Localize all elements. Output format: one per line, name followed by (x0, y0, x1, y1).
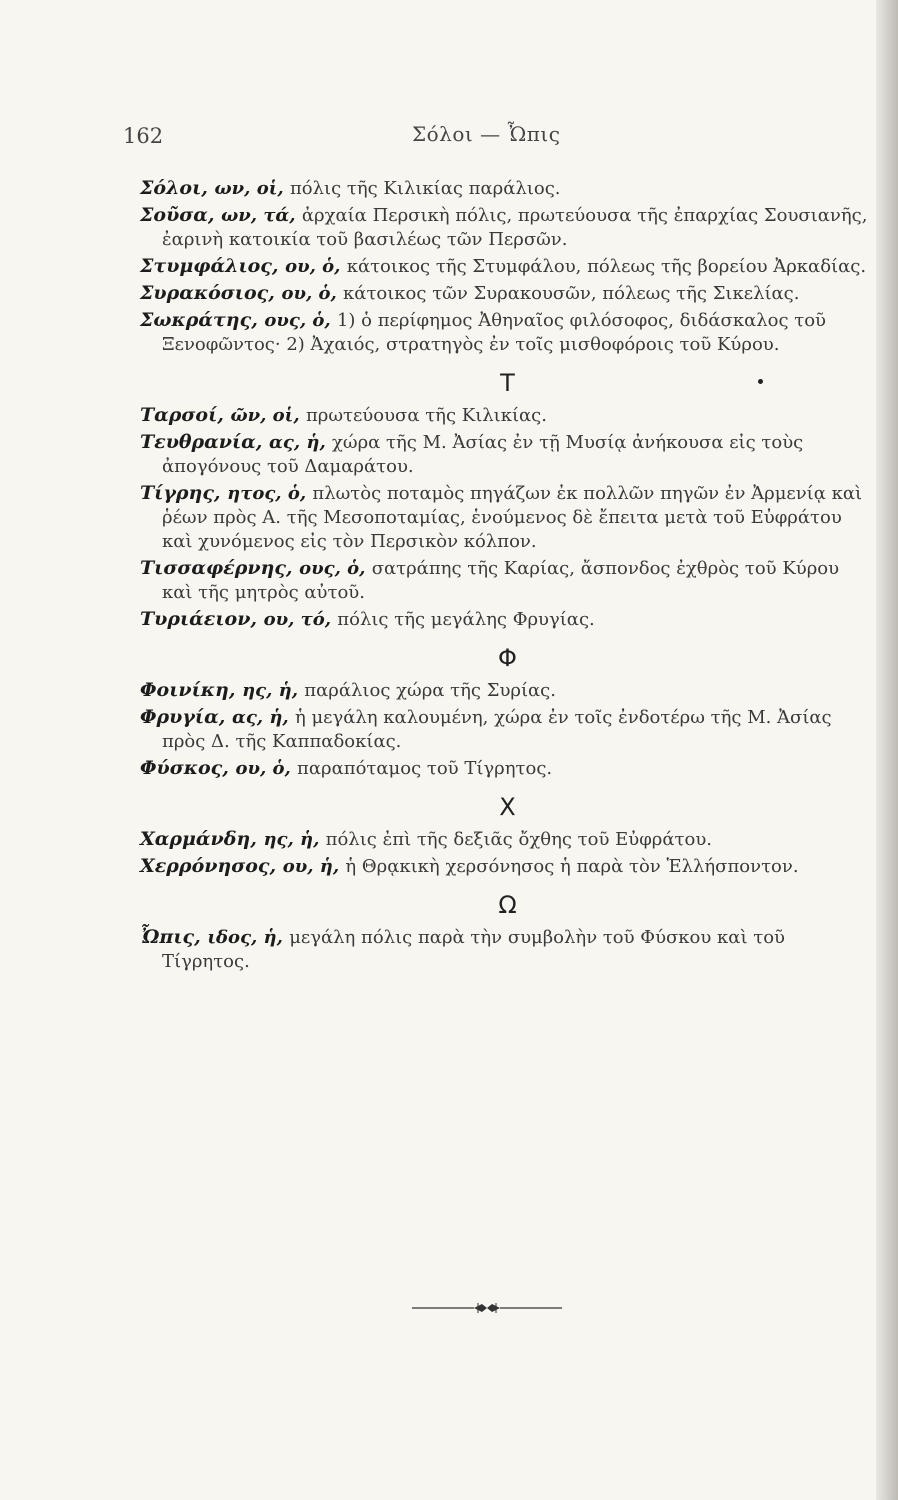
entry-grammar: ους, ὁ, (299, 558, 372, 579)
dictionary-entry (140, 481, 875, 554)
entry-definition: σατράπης τῆς Καρίας, ἄσπονδος ἐχθρὸς τοῦ Κύρου καὶ τῆς μητρὸς αὐτοῦ. (162, 558, 840, 603)
entry-headword: Τευθρανία, (140, 431, 270, 453)
stray-dot (758, 379, 763, 384)
dictionary-entry (140, 308, 875, 357)
running-head: Σόλοι — Ὦπις (412, 122, 561, 146)
entry-definition: πόλις τῆς μεγάλης Φρυγίας. (337, 609, 595, 630)
dictionary-entry (140, 827, 875, 852)
dictionary-entry (140, 678, 875, 703)
dictionary-entry (140, 925, 875, 974)
dictionary-entry (140, 556, 875, 605)
dictionary-entry (140, 705, 875, 754)
section-letter: Ω (498, 891, 517, 919)
entry-definition: χώρα τῆς Μ. Ἀσίας ἐν τῇ Μυσίᾳ ἀνήκουσα εἰς τοὺς ἀπογόνους τοῦ Δαμαράτου. (162, 432, 804, 477)
entry-headword: Φοινίκη, (140, 679, 243, 701)
entry-headword: Τίγρης, (140, 482, 228, 504)
dictionary-column (140, 176, 875, 976)
section-letter: Τ (140, 371, 875, 395)
entry-headword: Χαρμάνδη, (140, 828, 264, 850)
entry-grammar: ας, ἡ, (231, 707, 295, 728)
entry-definition: παραπόταμος τοῦ Τίγρητος. (297, 758, 553, 779)
entry-definition: μεγάλη πόλις παρὰ τὴν συμβολὴν τοῦ Φύσκου καὶ τοῦ Τίγρητος. (162, 927, 785, 972)
entry-grammar: ητος, ὁ, (227, 483, 313, 504)
entry-headword: Συρακόσιος, (140, 282, 282, 304)
entry-definition: ἀρχαία Περσικὴ πόλις, πρωτεύουσα τῆς ἐπαρχίας Σουσιανῆς, ἐαρινὴ κατοικία τοῦ βασιλέως τῶν Περσῶν. (162, 205, 868, 250)
entry-grammar: ου, ὁ, (235, 758, 298, 779)
entry-grammar: ου, ἡ, (282, 856, 346, 877)
entry-definition: πλωτὸς ποταμὸς πηγάζων ἐκ πολλῶν πηγῶν ἐν Ἀρμενίᾳ καὶ ῥέων πρὸς Α. τῆς Μεσοποταμίας, ἑνούμενος δὲ ἔπειτα μετὰ τοῦ Εὐφράτου καὶ χυνόμενος εἰς τὸν Περσικὸν κόλπον. (162, 483, 863, 552)
entry-definition: ἡ μεγάλη καλουμένη, χώρα ἐν τοῖς ἐνδοτέρω τῆς Μ. Ἀσίας πρὸς Δ. τῆς Καππαδοκίας. (162, 707, 832, 752)
entry-grammar: ου, ὁ, (285, 256, 347, 277)
entry-grammar: ου, ὁ, (281, 283, 344, 304)
entry-grammar: ης, ἡ, (263, 829, 326, 850)
entry-headword: Χερρόνησος, (140, 855, 283, 877)
entry-definition: πόλις τῆς Κιλικίας παράλιος. (289, 178, 561, 199)
dictionary-entry (140, 854, 875, 879)
entry-definition: πρωτεύουσα τῆς Κιλικίας. (305, 405, 547, 426)
section-letter: Φ (498, 644, 517, 672)
dictionary-entry (140, 254, 875, 279)
entry-grammar: ου, τό, (263, 609, 338, 630)
entry-grammar: ης, ἡ, (242, 680, 305, 701)
entry-headword: Τισσαφέρνης, (140, 557, 300, 579)
entry-headword: Φρυγία, (140, 706, 232, 728)
entry-definition: κάτοικος τῶν Συρακουσῶν, πόλεως τῆς Σικελίας. (343, 283, 800, 304)
entry-headword: Στυμφάλιος, (140, 255, 286, 277)
page-number: 162 (123, 124, 164, 148)
entry-headword: Ταρσοί, (140, 404, 231, 426)
dictionary-entry (140, 756, 875, 781)
dictionary-entry (140, 430, 875, 479)
entry-definition: παράλιος χώρα τῆς Συρίας. (304, 680, 556, 701)
dictionary-entry (140, 281, 875, 306)
entry-grammar: ων, τά, (221, 205, 302, 226)
entry-definition: πόλις ἐπὶ τῆς δεξιᾶς ὄχθης τοῦ Εὐφράτου. (325, 829, 712, 850)
dictionary-entry (140, 403, 875, 428)
end-ornament (412, 1300, 562, 1316)
entry-definition: ἡ Θρᾳκικὴ χερσόνησος ἡ παρὰ τὸν Ἑλλήσποντον. (345, 856, 799, 877)
entry-grammar: ων, οἱ, (214, 178, 290, 199)
page-edge-shadow (876, 0, 898, 1500)
entry-definition: 1) ὁ περίφημος Ἀθηναῖος φιλόσοφος, διδάσκαλος τοῦ Ξενοφῶντος· 2) Ἀχαιός, στρατηγὸς ἐν τοῖς μισθοφόροις τοῦ Κύρου. (162, 310, 827, 355)
section-letter: Χ (499, 793, 516, 821)
entry-grammar: ιδος, ἡ, (207, 927, 290, 948)
entry-grammar: ας, ἡ, (269, 432, 332, 453)
dictionary-entry (140, 203, 875, 252)
entry-grammar: ους, ὁ, (264, 310, 337, 331)
entry-headword: Φύσκος, (140, 757, 236, 779)
dictionary-entry (140, 176, 875, 201)
dictionary-entry (140, 607, 875, 632)
entry-grammar: ῶν, οἱ, (230, 405, 306, 426)
entry-headword: Ὦπις, (140, 926, 208, 948)
entry-definition: κάτοικος τῆς Στυμφάλου, πόλεως τῆς βορείου Ἀρκαδίας. (346, 256, 867, 277)
entry-headword: Σοῦσα, (140, 204, 222, 226)
entry-headword: Τυριάειον, (140, 608, 264, 630)
entry-headword: Σωκράτης, (140, 309, 265, 331)
entry-headword: Σόλοι, (140, 177, 215, 199)
